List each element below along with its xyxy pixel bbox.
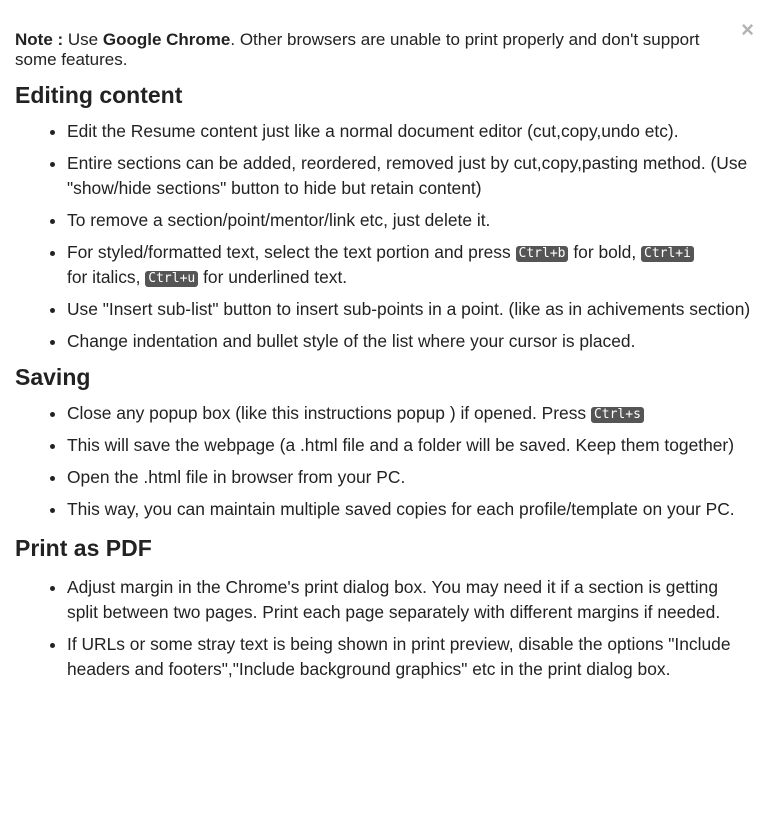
editing-list [15, 119, 753, 354]
saving-list [15, 401, 753, 522]
section-heading-print: Print as PDF [15, 535, 152, 561]
list-item-text: for underlined text. [198, 267, 348, 287]
print-list [15, 575, 753, 682]
list-item-text: for italics, [67, 267, 146, 287]
list-item: • This way, you can maintain multiple saved copies for each profile/template on your PC. [67, 497, 753, 522]
note-label: Note : [15, 30, 64, 49]
list-item: • This will save the webpage (a .html file and a folder will be saved. Keep them together) [67, 433, 753, 458]
note-text-pre: Use [63, 30, 103, 49]
section-heading-editing: Editing content [15, 82, 183, 108]
browser-note [15, 30, 753, 70]
shortcut-ctrl-u: Ctrl+u [145, 271, 198, 287]
list-item: • Adjust margin in the Chrome's print dialog box. You may need it if a section is getting split between two pages. Print each page separately with different margins if needed. [67, 575, 753, 625]
list-item: • Use "Insert sub-list" button to insert sub-points in a point. (like as in achivements section) [67, 297, 753, 322]
list-item: • Edit the Resume content just like a normal document editor (cut,copy,undo etc). [67, 119, 753, 144]
section-heading-saving: Saving [15, 364, 91, 390]
list-item [67, 401, 753, 426]
list-item: • If URLs or some stray text is being shown in print preview, disable the options "Include headers and footers","Include background graphics" etc in the print dialog box. [67, 632, 753, 682]
list-item-text: Close any popup box (like this instructions popup ) if opened. Press [67, 403, 591, 423]
close-icon[interactable]: × [741, 17, 754, 42]
list-item: • Entire sections can be added, reordered, removed just by cut,copy,pasting method. (Use "show/hide sections" button to hide but retain content) [67, 151, 753, 201]
note-browser-name: Google Chrome [102, 30, 231, 49]
shortcut-ctrl-i: Ctrl+i [641, 246, 694, 262]
list-item: • To remove a section/point/mentor/link etc, just delete it. [67, 208, 753, 233]
shortcut-ctrl-s: Ctrl+s [591, 407, 644, 423]
list-item: • Change indentation and bullet style of the list where your cursor is placed. [67, 329, 753, 354]
note-text-post: . Other browsers are unable to print properly and don't support some features. [15, 30, 700, 69]
list-item [67, 240, 753, 290]
shortcut-ctrl-b: Ctrl+b [516, 246, 569, 262]
list-item: • Open the .html file in browser from your PC. [67, 465, 753, 490]
list-item-text: For styled/formatted text, select the text portion and press [67, 242, 516, 262]
list-item-text: for bold, [568, 242, 641, 262]
